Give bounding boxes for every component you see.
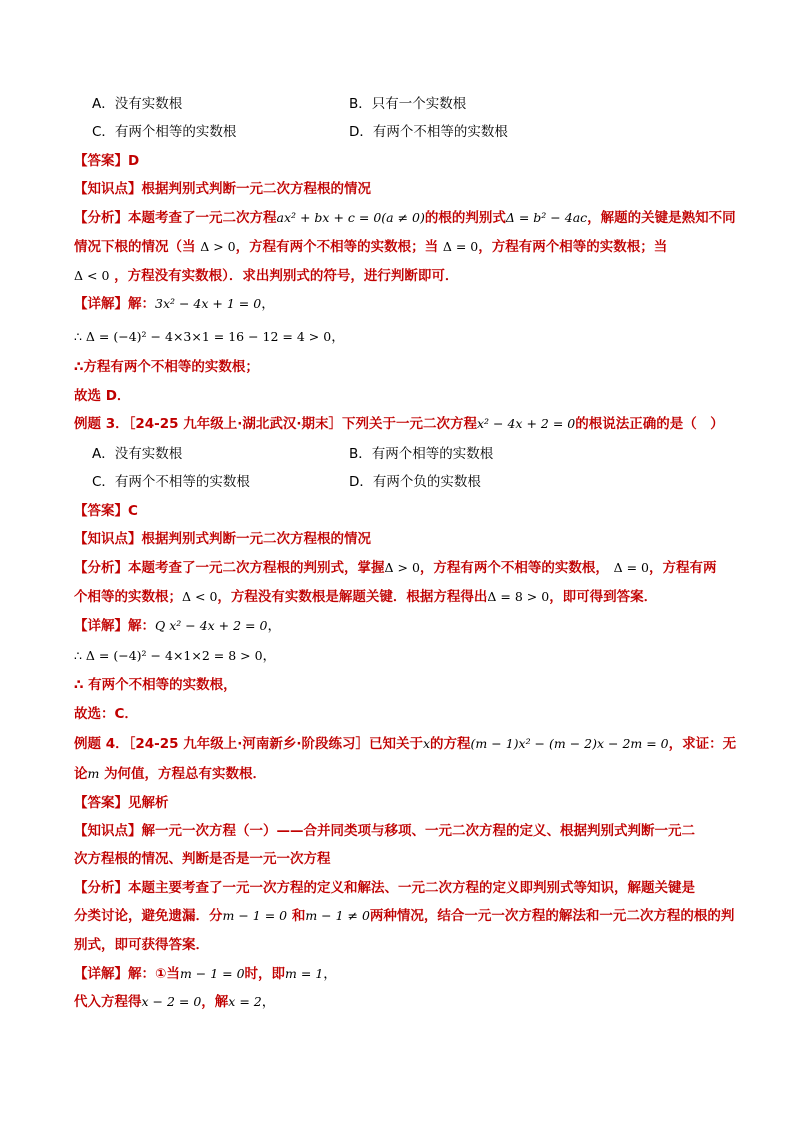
math-expression: Q x² − 4x + 2 = 0 [155,618,268,633]
math-expression: m − 1 = 0 [179,966,245,981]
answer-value: 见解析 [128,795,169,811]
analysis-text: 本题考查了一元二次方程 [128,210,277,226]
option-a: A．没有实数根 [92,96,183,112]
math-expression: x − 2 = 0 [141,994,202,1009]
option-a: A．没有实数根 [92,446,183,462]
option-b: B．有两个相等的实数根 [349,446,494,462]
detail-text: ， [331,329,345,345]
analysis-line-3 [74,266,724,286]
math-expression: m − 1 ≠ 0 [305,908,370,923]
math-expression: m = 1 [285,966,324,981]
knowledge-point-line [74,529,724,549]
math-expression: Δ = 0 [442,239,479,254]
detail-tag: 【详解】 [74,966,128,982]
analysis-line-2 [74,906,735,926]
knowledge-point-tag: 【知识点】 [74,181,142,197]
answer-line [74,501,724,521]
detail-line-2 [74,992,724,1012]
analysis-line-1 [74,208,736,228]
example-4-title [74,734,737,754]
math-expression: Δ = b² − 4ac [505,210,588,225]
answer-tag: 【答案】 [74,503,128,519]
final-choice: 故选：C． [74,706,138,722]
knowledge-point-text: 解一元一次方程（一）——合并同类项与移项、一元二次方程的定义、根据判别式判断一元二 [141,823,695,839]
title-text: 为何值，方程总有实数根． [104,766,267,782]
math-expression: (m − 1)x² − (m − 2)x − 2m = 0 [470,736,669,751]
analysis-line-2 [74,237,724,257]
math-expression: Δ > 0 [384,560,420,575]
option-b: B．只有一个实数根 [349,96,467,112]
detail-text: ， [262,648,277,664]
analysis-text: ，方程有两 [649,560,717,576]
detail-line-1 [74,616,724,636]
detail-text: 解： [128,296,155,312]
detail-line-1 [74,294,724,314]
analysis-text: ，方程有两个相等的实数根；当 [478,239,668,255]
title-text: ，求证：无 [668,736,737,752]
detail-tag: 【详解】 [74,296,128,312]
math-expression: x [422,736,431,751]
detail-text: ， [261,994,276,1010]
math-expression: Δ = 0 [613,560,650,575]
knowledge-point-line-2: 次方程根的情况、判断是否是一元一次方程 [74,851,331,867]
analysis-line-1 [74,878,724,898]
analysis-tag: 【分析】 [74,210,128,226]
analysis-line-1 [74,558,724,578]
knowledge-point-text: 根据判别式判断一元二次方程根的情况 [141,531,371,547]
answer-value: C [128,503,138,519]
analysis-line-3: 别式，即可获得答案． [74,937,209,953]
title-text: 例题 4．［24-25 九年级上·河南新乡·阶段练习］已知关于 [74,736,423,752]
analysis-text: 两种情况，结合一元一次方程的解法和一元二次方程的根的判 [369,908,735,924]
analysis-text: 个相等的实数根； [74,589,182,605]
answer-value: D [128,153,140,169]
math-expression: ax² + bx + c = 0(a ≠ 0) [276,210,425,225]
analysis-tag: 【分析】 [74,560,128,576]
analysis-text: ，即可得到答案． [549,589,658,605]
detail-text: ， [323,966,337,982]
title-text: 例题 3．［24-25 九年级上·湖北武汉·期末］下列关于一元二次方程 [74,416,477,432]
title-text: 的根说法正确的是（ ） [575,416,724,432]
detail-line-2 [74,327,724,347]
math-expression: m − 1 = 0 [222,908,288,923]
analysis-line-2 [74,587,724,607]
detail-line-3: ∴ 有两个不相等的实数根， [74,677,237,693]
detail-text: ， [261,296,275,312]
math-expression: 3x² − 4x + 1 = 0 [155,296,262,311]
final-choice: 故选 D． [74,388,131,404]
detail-text: ， [267,618,281,634]
title-text: 的方程 [430,736,471,752]
analysis-text: 情况下根的情况（当 [74,239,196,255]
math-expression: Δ > 0 [200,239,236,254]
analysis-text: ，方程没有实数根）．求出判别式的符号，进行判断即可． [114,268,459,284]
math-expression: x = 2 [228,994,262,1009]
answer-line [74,793,724,813]
detail-line-1 [74,964,724,984]
knowledge-point-tag: 【知识点】 [74,823,142,839]
analysis-text: ，方程有两个不相等的实数根， [419,560,609,576]
detail-text: 解： [128,618,155,634]
knowledge-point-line [74,179,724,199]
math-expression: m [87,766,100,781]
math-expression: ∴ Δ = (−4)² − 4×3×1 = 16 − 12 = 4 > 0 [74,329,332,344]
option-c: C．有两个不相等的实数根 [92,474,250,490]
analysis-text: ，方程有两个不相等的实数根；当 [235,239,439,255]
answer-line [74,151,724,171]
detail-tag: 【详解】 [74,618,128,634]
analysis-text: 分类讨论，避免遗漏．分 [74,908,223,924]
option-c: C．有两个相等的实数根 [92,124,237,140]
detail-text: ，解 [201,994,229,1010]
analysis-text: 和 [291,908,306,924]
math-expression: Δ = 8 > 0 [487,589,550,604]
analysis-tag: 【分析】 [74,880,128,896]
detail-line-3: ∴方程有两个不相等的实数根； [74,359,259,375]
option-d: D．有两个负的实数根 [349,474,481,490]
detail-text: 解：①当 [128,966,180,982]
math-expression: Δ < 0 [74,268,110,283]
analysis-text: 本题主要考查了一元一次方程的定义和解法、一元二次方程的定义即判别式等知识，解题关键是 [128,880,695,896]
analysis-text: ，解题的关键是熟知不同 [587,210,736,226]
analysis-text: 本题考查了一元二次方程根的判别式，掌握 [128,560,385,576]
math-expression: Δ < 0 [182,589,218,604]
analysis-text: 的根的判别式 [424,210,506,226]
title-text: 论 [74,766,88,782]
detail-text: 时，即 [244,966,286,982]
detail-text: 代入方程得 [74,994,142,1010]
answer-tag: 【答案】 [74,795,128,811]
analysis-text: ，方程没有实数根是解题关键．根据方程得出 [217,589,488,605]
example-3-title [74,414,724,434]
knowledge-point-text: 根据判别式判断一元二次方程根的情况 [141,181,371,197]
knowledge-point-line [74,821,724,841]
example-4-title-line-2 [74,764,724,784]
detail-line-2 [74,646,724,666]
option-d: D．有两个不相等的实数根 [349,124,508,140]
knowledge-point-tag: 【知识点】 [74,531,142,547]
math-expression: ∴ Δ = (−4)² − 4×1×2 = 8 > 0 [74,648,263,663]
answer-tag: 【答案】 [74,153,128,169]
math-expression: x² − 4x + 2 = 0 [476,416,576,431]
